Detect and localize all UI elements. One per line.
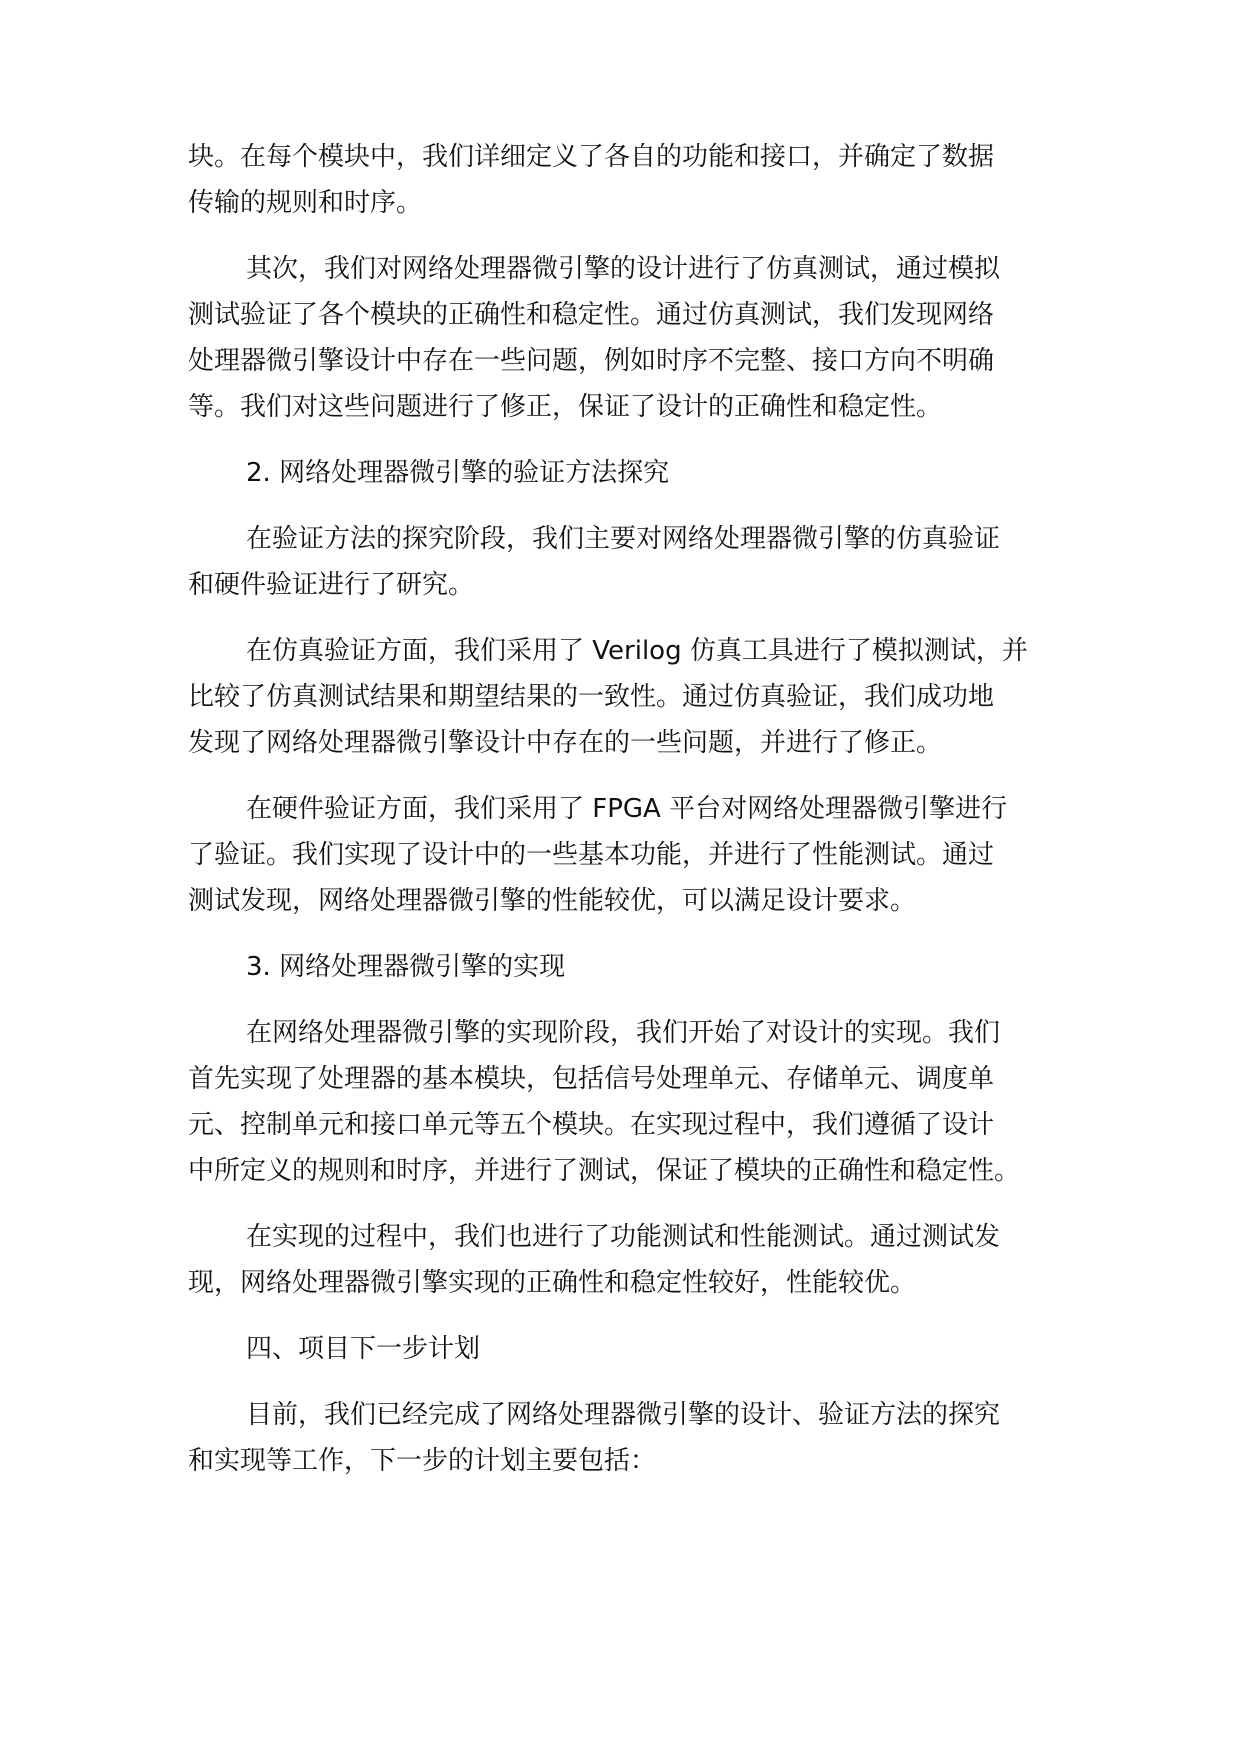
text-line: 现，网络处理器微引擎实现的正确性和稳定性较好，性能较优。 <box>188 1268 917 1298</box>
text-line: 和实现等工作，下一步的计划主要包括： <box>188 1446 657 1476</box>
text-line: 处理器微引擎设计中存在一些问题，例如时序不完整、接口方向不明确 <box>188 346 995 376</box>
text-line: 在网络处理器微引擎的实现阶段，我们开始了对设计的实现。我们 <box>246 1018 1001 1048</box>
text-line: 四、项目下一步计划 <box>246 1334 481 1364</box>
text-line: 在实现的过程中，我们也进行了功能测试和性能测试。通过测试发 <box>246 1222 1001 1252</box>
section-heading <box>188 1326 1078 1372</box>
text-line: 其次，我们对网络处理器微引擎的设计进行了仿真测试，通过模拟 <box>246 254 1001 284</box>
body-paragraph <box>188 1214 1078 1306</box>
body-paragraph <box>188 1392 1078 1484</box>
document-body <box>188 134 1078 1484</box>
section-heading <box>188 450 1078 496</box>
text-line: 块。在每个模块中，我们详细定义了各自的功能和接口，并确定了数据 <box>188 142 995 172</box>
body-paragraph <box>188 246 1078 430</box>
text-line: 测试验证了各个模块的正确性和稳定性。通过仿真测试，我们发现网络 <box>188 300 995 330</box>
text-line: 和硬件验证进行了研究。 <box>188 570 475 600</box>
body-paragraph <box>188 1010 1078 1194</box>
text-line: 中所定义的规则和时序，并进行了测试，保证了模块的正确性和稳定性。 <box>188 1156 1021 1186</box>
text-line: 了验证。我们实现了设计中的一些基本功能，并进行了性能测试。通过 <box>188 840 995 870</box>
text-line: 传输的规则和时序。 <box>188 188 423 218</box>
text-line: 测试发现，网络处理器微引擎的性能较优，可以满足设计要求。 <box>188 886 917 916</box>
text-line: 首先实现了处理器的基本模块，包括信号处理单元、存储单元、调度单 <box>188 1064 995 1094</box>
text-line: 目前，我们已经完成了网络处理器微引擎的设计、验证方法的探究 <box>246 1400 1001 1430</box>
text-line: 在硬件验证方面，我们采用了 FPGA 平台对网络处理器微引擎进行 <box>246 794 1008 824</box>
text-line: 3. 网络处理器微引擎的实现 <box>246 952 566 982</box>
text-line: 比较了仿真测试结果和期望结果的一致性。通过仿真验证，我们成功地 <box>188 682 995 712</box>
text-line: 在仿真验证方面，我们采用了 Verilog 仿真工具进行了模拟测试，并 <box>246 636 1028 666</box>
body-paragraph <box>188 516 1078 608</box>
text-line: 2. 网络处理器微引擎的验证方法探究 <box>246 458 670 488</box>
body-paragraph <box>188 628 1078 766</box>
text-line: 发现了网络处理器微引擎设计中存在的一些问题，并进行了修正。 <box>188 728 943 758</box>
body-paragraph <box>188 134 1078 226</box>
text-line: 等。我们对这些问题进行了修正，保证了设计的正确性和稳定性。 <box>188 392 943 422</box>
text-line: 元、控制单元和接口单元等五个模块。在实现过程中，我们遵循了设计 <box>188 1110 995 1140</box>
body-paragraph <box>188 786 1078 924</box>
section-heading <box>188 944 1078 990</box>
document-page <box>188 134 1078 1504</box>
text-line: 在验证方法的探究阶段，我们主要对网络处理器微引擎的仿真验证 <box>246 524 1001 554</box>
